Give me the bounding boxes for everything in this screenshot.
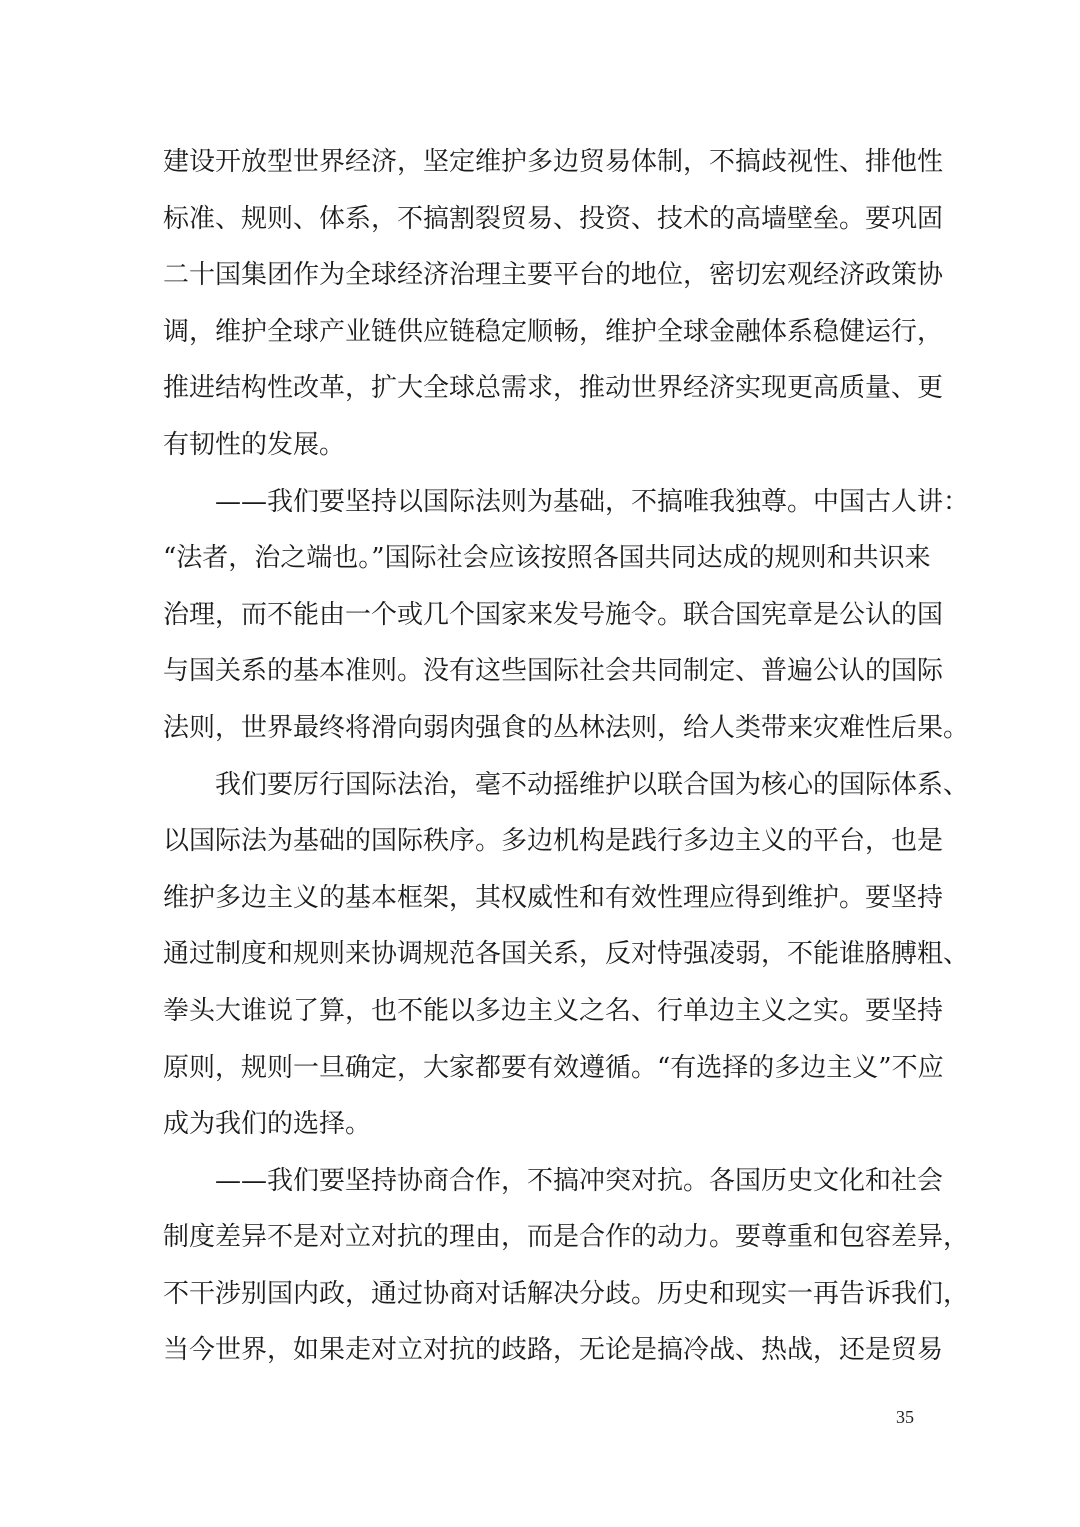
text-line: “法者，治之端也。”国际社会应该按照各国共同达成的规则和共识来 <box>163 543 931 574</box>
text-line: 拳头大谁说了算，也不能以多边主义之名、行单边主义之实。要坚持 <box>163 995 944 1026</box>
text-line: 维护多边主义的基本框架，其权威性和有效性理应得到维护。要坚持 <box>163 882 944 913</box>
text-line: 制度差异不是对立对抗的理由，而是合作的动力。要尊重和包容差异， <box>163 1222 970 1253</box>
body-text <box>163 134 970 1379</box>
text-line: 我们要厉行国际法治，毫不动摇维护以联合国为核心的国际体系、 <box>215 769 970 800</box>
text-line: 原则，规则一旦确定，大家都要有效遵循。“有选择的多边主义”不应 <box>163 1052 944 1083</box>
text-line: 建设开放型世界经济，坚定维护多边贸易体制，不搞歧视性、排他性 <box>163 147 944 177</box>
text-line: 法则，世界最终将滑向弱肉强食的丛林法则，给人类带来灾难性后果。 <box>163 712 970 743</box>
text-line: 二十国集团作为全球经济治理主要平台的地位，密切宏观经济政策协 <box>163 260 944 291</box>
text-line: 标准、规则、体系，不搞割裂贸易、投资、技术的高墙壁垒。要巩固 <box>163 203 944 234</box>
text-line: 通过制度和规则来协调规范各国关系，反对恃强凌弱，不能谁胳膊粗、 <box>163 939 970 970</box>
text-line: 治理，而不能由一个或几个国家来发号施令。联合国宪章是公认的国 <box>163 599 944 630</box>
text-line: 成为我们的选择。 <box>163 1109 372 1140</box>
page-number: 35 <box>896 1407 914 1427</box>
text-line: 推进结构性改革，扩大全球总需求，推动世界经济实现更高质量、更 <box>163 373 944 404</box>
text-line: 以国际法为基础的国际秩序。多边机构是践行多边主义的平台，也是 <box>163 826 944 857</box>
text-line: 当今世界，如果走对立对抗的歧路，无论是搞冷战、热战，还是贸易 <box>163 1335 944 1366</box>
text-line: ——我们要坚持协商合作，不搞冲突对抗。各国历史文化和社会 <box>215 1165 944 1196</box>
text-line: ——我们要坚持以国际法则为基础，不搞唯我独尊。中国古人讲： <box>215 486 970 517</box>
text-line: 与国关系的基本准则。没有这些国际社会共同制定、普遍公认的国际 <box>163 656 944 687</box>
text-line: 调，维护全球产业链供应链稳定顺畅，维护全球金融体系稳健运行， <box>163 316 944 347</box>
text-line: 不干涉别国内政，通过协商对话解决分歧。历史和现实一再告诉我们， <box>163 1278 970 1309</box>
text-line: 有韧性的发展。 <box>163 429 346 460</box>
